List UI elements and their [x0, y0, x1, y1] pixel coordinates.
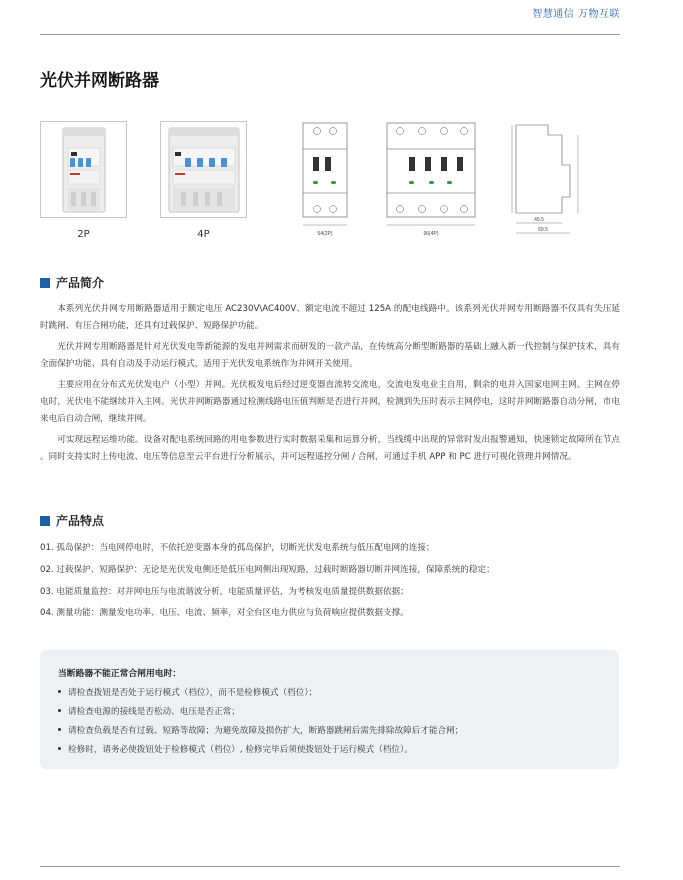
section-features-heading: 产品特点 [40, 512, 104, 529]
bullet-icon [58, 728, 61, 731]
page-title: 光伏并网断路器 [40, 71, 159, 91]
dimension-drawing-side [508, 121, 588, 243]
intro-paragraph-1: 本系列光伏并网专用断路器适用于额定电压 AC230V\AC400V、额定电流不超过 125A 的配电线路中。该系列光伏并网专用断路器不仅具有失压延时跳闸、有压合闸功能，还具有过载保护、短路保护功能。 [40, 304, 620, 331]
product-caption-4p: 4P [197, 229, 210, 240]
notice-title: 当断路器不能正常合闸用电时： [58, 669, 182, 679]
bullet-icon [58, 747, 61, 750]
section-marker-icon [40, 278, 50, 288]
dimension-drawing-4p [385, 121, 477, 243]
notice-item-2: 请检查电源的接线是否松动、电压是否正常； [58, 705, 240, 717]
troubleshooting-notice [40, 650, 619, 769]
feature-item-4: 04. 测量功能：测量发电功率、电压、电流、频率，对全台区电力供应与负荷响应提供数据支撑。 [40, 608, 409, 618]
section-marker-icon [40, 516, 50, 526]
drawing-dim-a: 49.5 [534, 217, 544, 223]
feature-item-2: 02. 过载保护、短路保护：无论是光伏发电侧还是低压电网侧出现短路，过载时断路器切断并网连接，保障系统的稳定； [40, 565, 495, 575]
bullet-icon [58, 709, 61, 712]
header-divider [40, 34, 620, 35]
product-image-2p [40, 121, 127, 218]
drawing-dim-b: 69.5 [538, 227, 548, 233]
intro-paragraph-2: 光伏并网专用断路器是针对光伏发电等新能源的发电并网需求而研发的一款产品，在传统高分断型断路器的基础上融入新一代控制与保护技术，具有全面保护功能、具有自动及手动运行模式，适用于光伏发电系统作为并网开关使用。 [40, 342, 620, 369]
feature-item-1: 01. 孤岛保护：当电网停电时，不依托逆变器本身的孤岛保护，切断光伏发电系统与低压配电网的连接； [40, 543, 435, 553]
drawing-dim-width-4p: 96(4P) [423, 231, 439, 237]
intro-paragraph-3: 主要应用在分布式光伏发电户（小型）并网。光伏板发电后经过逆变器直流转交流电，交流电发电业主自用，剩余的电并入国家电网主网。主网在停电时，光伏电不能继续并入主网。光伏并网断路器通过检测线路电压值判断是否进行并网，检测到失压时表示主网停电，这时并网断路器自动分闸，市电来电后自动合闸，继续并网。 [40, 380, 620, 424]
drawing-dim-width-2p: 54(2P) [317, 231, 333, 237]
dimension-drawing-2p [295, 121, 355, 243]
notice-item-3: 请检查负载是否有过载、短路等故障；为避免故障及损伤扩大，断路器跳闸后需先排除故障后才能合闸； [58, 724, 463, 736]
product-image-4p [160, 121, 247, 218]
bullet-icon [58, 690, 61, 693]
feature-item-3: 03. 电能质量监控：对并网电压与电流谐波分析，电能质量评估，为考核发电质量提供数据依据； [40, 587, 409, 597]
notice-item-1: 请检查拨钮是否处于运行模式（档位），而不是检修模式（档位）； [58, 686, 317, 698]
footer-divider [40, 866, 620, 867]
notice-item-4: 检修时，请务必使拨钮处于检修模式（档位）, 检修完毕后须使拨钮处于运行模式（档位）。 [58, 743, 413, 755]
section-intro-heading: 产品简介 [40, 274, 104, 291]
intro-paragraph-4: 可实现远程运维功能。设备对配电系统回路的用电参数进行实时数据采集和运算分析，当线缆中出现的异常时发出报警通知，快速锁定故障所在节点 。同时支持实时上传电流、电压等信息至云平台进行分析展示，并可远程遥控分闸 / 合闸，可通过手机 APP 和 PC 进行可视化管理并网情况。 [40, 435, 620, 462]
product-caption-2p: 2P [77, 229, 90, 240]
header-tagline: 智慧通信 万物互联 [532, 9, 620, 20]
